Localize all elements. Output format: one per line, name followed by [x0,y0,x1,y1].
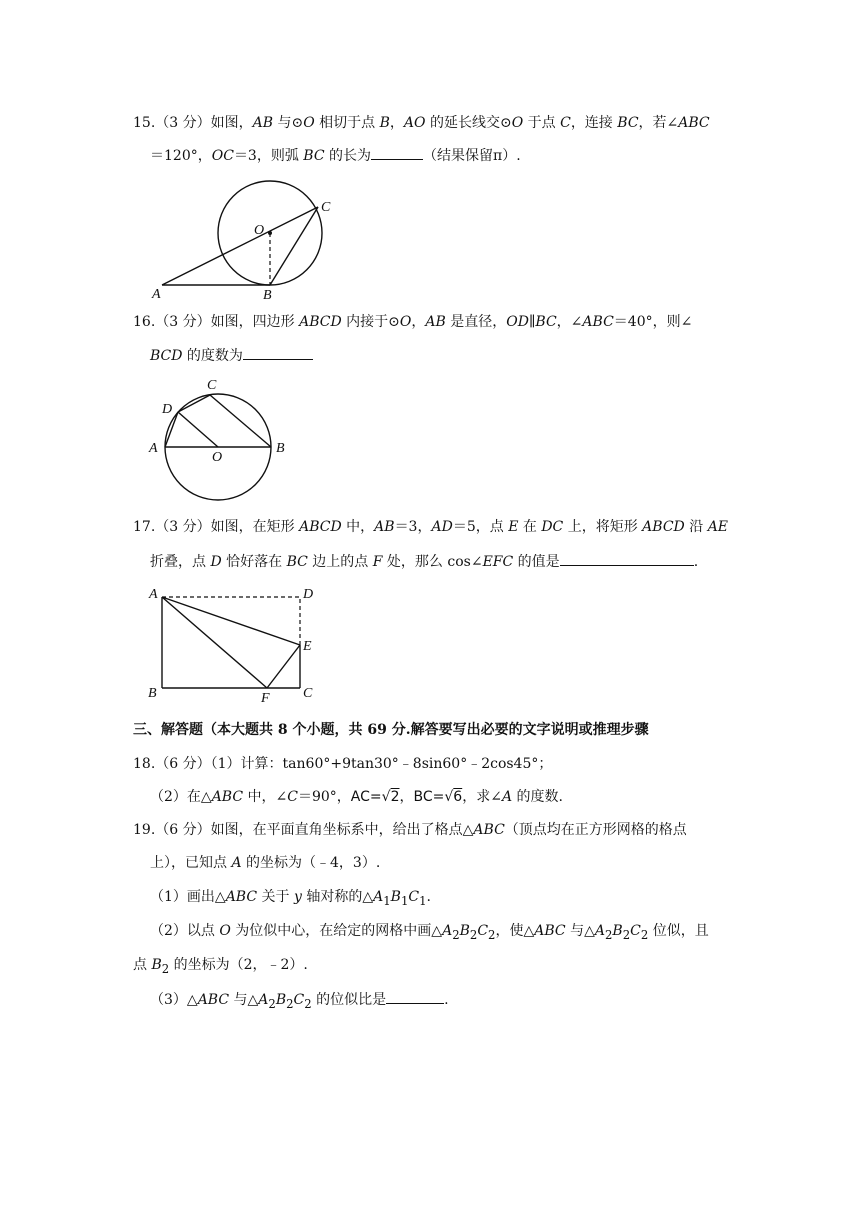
q18-part2: （2）在△ABC 中，∠C＝90°，AC=√2，BC=√6，求∠A 的度数. [150,789,563,805]
q19-line1: 19.（6 分）如图，在平面直角坐标系中，给出了格点△ABC（顶点均在正方形网格的格点 [133,822,687,838]
q19-number: 19 [133,822,151,838]
q15-line1: 15.（3 分）如图，AB 与⊙O 相切于点 B，AO 的延长线交⊙O 于点 C，连接 BC，若∠ABC [133,115,710,131]
q19-part2-line2: 点 $B_2$ 的坐标为（2，﹣2）. [133,957,308,976]
q15-label-c: C [321,200,331,215]
q15-score: （3 分） [155,115,211,131]
section3-heading: 三、解答题（本大题共 8 个小题，共 69 分.解答要写出必要的文字说明或推理步骤 [133,722,649,738]
q15-number: 15 [133,115,151,131]
q18-ac-expression: AC=√2 [350,789,400,805]
q16-score: （3 分） [155,314,211,330]
q17-label-c: C [303,686,313,701]
q18-number: 18 [133,756,151,772]
q19-part3: （3）△ABC 与$\triangle A_2B_2C_2$ 的位似比是 . [150,989,449,1014]
q18-line1: 18.（6 分）（1）计算：tan60°+9tan30°﹣8sin60°﹣2cos45°； [133,756,553,772]
q16-line1: 16.（3 分）如图，四边形 ABCD 内接于⊙O，AB 是直径，OD∥BC，∠ABC＝40°，则∠ [133,314,693,330]
q17-label-f: F [261,691,270,706]
q17-label-a: A [149,587,158,602]
q19-ratio-blank[interactable] [386,989,444,1004]
q17-score: （3 分） [155,519,211,535]
q17-line1: 17.（3 分）如图，在矩形 ABCD 中，AB＝3，AD＝5，点 E 在 DC 上，将矩形 ABCD 沿 AE [133,519,729,535]
q19-part2-line1: （2）以点 O 为位似中心，在给定的网格中画$\triangle A_2B_2C_2$，使△ABC 与$\triangle A_2B_2C_2$ 位似，且 [150,923,709,942]
q19-score: （6 分） [155,822,211,838]
q16-label-o: O [212,450,223,465]
q16-label-d: D [162,402,173,417]
q15-figure [150,182,350,302]
q17-answer-blank[interactable] [560,551,694,566]
q17-figure [145,583,320,706]
q16-answer-blank[interactable] [243,345,313,360]
q16-label-c: C [207,378,217,393]
q15-label-o: O [254,223,265,238]
q16-figure [145,376,295,501]
q17-label-d: D [303,587,314,602]
q15-line2: ＝120°，OC＝3，则弧 BC 的长为 （结果保留π）. [150,145,521,166]
q18-bc-expression: BC=√6 [413,789,463,805]
q17-line2: 折叠，点 D 恰好落在 BC 边上的点 F 处，那么 cos∠EFC 的值是 . [150,551,698,572]
q16-label-b: B [276,441,285,456]
q15-answer-blank[interactable] [371,145,423,160]
q19-part1: （1）画出△ABC 关于 y 轴对称的$\triangle A_1B_1C_1$. [150,889,431,908]
q17-number: 17 [133,519,151,535]
q15-label-a: A [152,287,161,302]
q16-line2: BCD 的度数为 [150,345,313,366]
q18-score: （6 分） [155,756,211,772]
q17-label-b: B [148,686,157,701]
q15-label-b: B [263,288,272,303]
q18-part1: （1）计算：tan60°+9tan30°﹣8sin60°﹣2cos45°； [210,756,553,772]
q19-line2: 上），已知点 A 的坐标为（﹣4，3）. [150,855,381,871]
q17-label-e: E [303,639,312,654]
q16-number: 16 [133,314,151,330]
q16-label-a: A [149,441,158,456]
